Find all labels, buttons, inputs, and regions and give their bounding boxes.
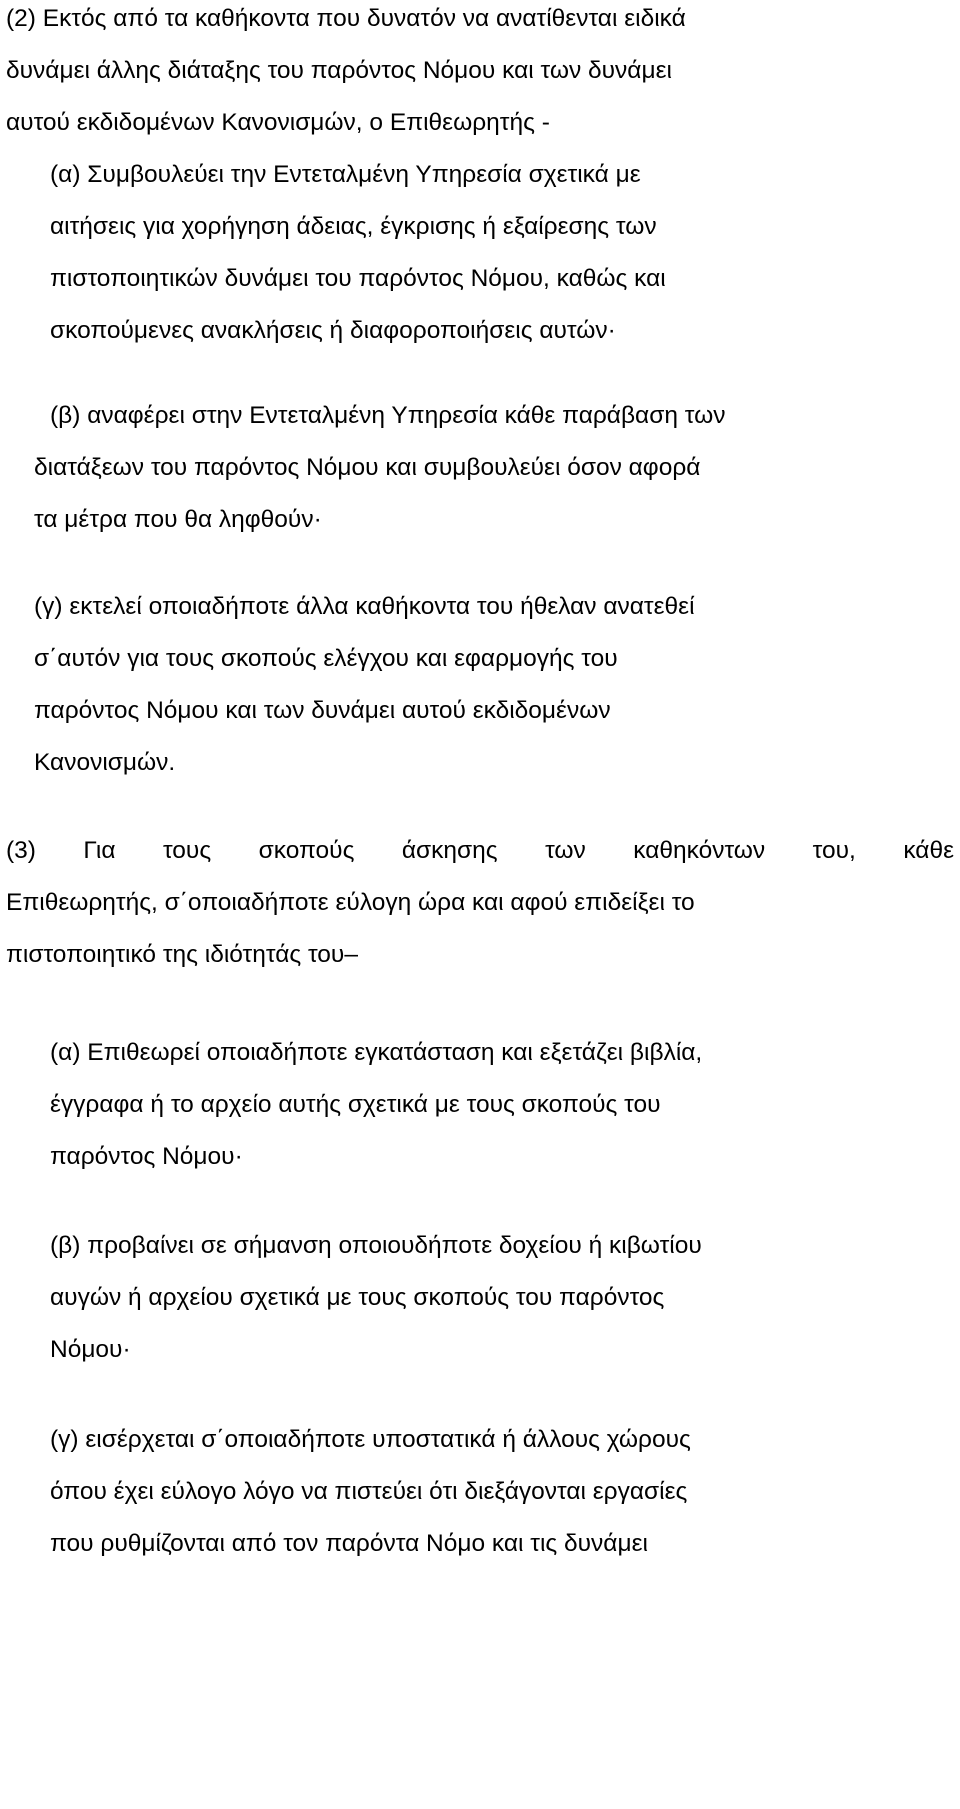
para-2a-line-2: αιτήσεις για χορήγηση άδειας, έγκρισης ή εξαίρεσης των xyxy=(50,213,657,240)
para-2b-line-2: διατάξεων του παρόντος Νόμου και συμβουλεύει όσον αφορά xyxy=(34,454,701,481)
para-3b-line-1: (β) προβαίνει σε σήμανση οποιουδήποτε δοχείου ή κιβωτίου xyxy=(50,1232,702,1259)
para-2c-line-2: σ΄αυτόν για τους σκοπούς ελέγχου και εφαρμογής του xyxy=(34,645,618,672)
para-2-line-2: δυνάμει άλλης διάταξης του παρόντος Νόμου και των δυνάμει xyxy=(6,57,672,84)
para-2a-line-1: (α) Συμβουλεύει την Εντεταλμένη Υπηρεσία σχετικά με xyxy=(50,161,641,188)
para-3c-line-1: (γ) εισέρχεται σ΄οποιαδήποτε υποστατικά ή άλλους χώρους xyxy=(50,1426,691,1453)
para-2b-line-1: (β) αναφέρει στην Εντεταλμένη Υπηρεσία κάθε παράβαση των xyxy=(50,402,726,429)
para-2-line-1: (2) Εκτός από τα καθήκοντα που δυνατόν να ανατίθενται ειδικά xyxy=(6,5,686,32)
para-3b-line-2: αυγών ή αρχείου σχετικά με τους σκοπούς του παρόντος xyxy=(50,1284,665,1311)
para-2c-line-4: Κανονισμών. xyxy=(34,749,176,776)
para-3-line-3: πιστοποιητικό της ιδιότητάς του– xyxy=(6,941,358,968)
para-2a-line-3: πιστοποιητικών δυνάμει του παρόντος Νόμου, καθώς και xyxy=(50,265,666,292)
para-2a-line-4: σκοπούμενες ανακλήσεις ή διαφοροποιήσεις αυτών· xyxy=(50,317,616,344)
para-3a-line-3: παρόντος Νόμου· xyxy=(50,1143,243,1170)
para-3c-line-3: που ρυθμίζονται από τον παρόντα Νόμο και τις δυνάμει xyxy=(50,1530,648,1557)
para-2b-line-3: τα μέτρα που θα ληφθούν· xyxy=(34,506,322,533)
para-3a-line-1: (α) Επιθεωρεί οποιαδήποτε εγκατάσταση και εξετάζει βιβλία, xyxy=(50,1039,703,1066)
para-3-line-2: Επιθεωρητής, σ΄οποιαδήποτε εύλογη ώρα και αφού επιδείξει το xyxy=(6,889,695,916)
para-3a-line-2: έγγραφα ή το αρχείο αυτής σχετικά με τους σκοπούς του xyxy=(50,1091,661,1118)
para-2-line-3: αυτού εκδιδομένων Κανονισμών, ο Επιθεωρητής - xyxy=(6,109,550,136)
para-2c-line-3: παρόντος Νόμου και των δυνάμει αυτού εκδιδομένων xyxy=(34,697,611,724)
para-2c-line-1: (γ) εκτελεί οποιαδήποτε άλλα καθήκοντα του ήθελαν ανατεθεί xyxy=(34,593,695,620)
para-3-line-1: (3) Για τους σκοπούς άσκησης των καθηκόντων του, κάθε xyxy=(6,837,954,864)
para-3b-line-3: Νόμου· xyxy=(50,1336,131,1363)
para-3c-line-2: όπου έχει εύλογο λόγο να πιστεύει ότι διεξάγονται εργασίες xyxy=(50,1478,688,1505)
